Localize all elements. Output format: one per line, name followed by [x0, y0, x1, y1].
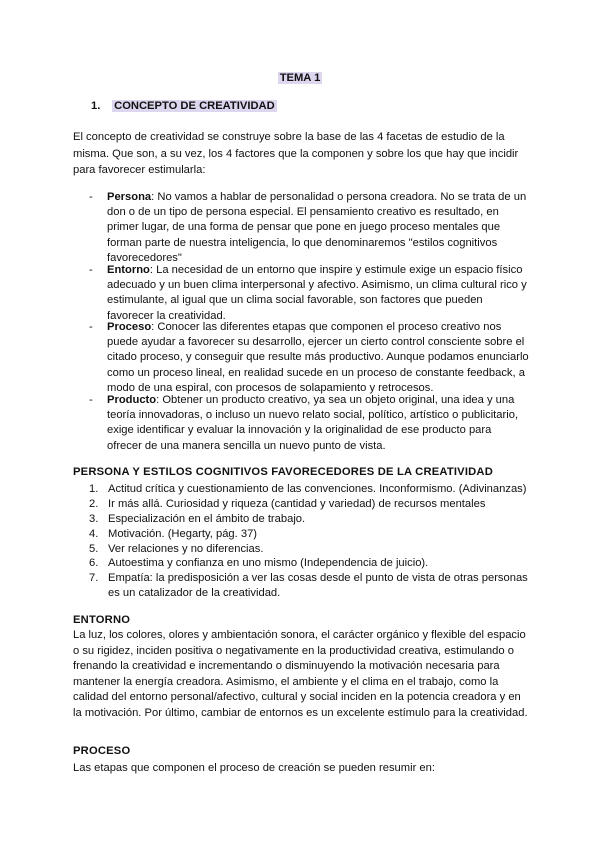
- persona-list-item: [89, 497, 534, 512]
- bullet-text: : Obtener un producto creativo, ya sea un objeto original, una idea y una teoría innovadoras, o incluso un nuevo relato social, político, artístico o publicitario, exige identificar y evaluar la innovación y la originalidad de ese producto para ofrecer de una manera sencilla un nuevo punto de vista.: [107, 394, 519, 452]
- intro-paragraph: El concepto de creatividad se construye sobre la base de las 4 facetas de estudio de la misma. Que son, a su vez, los 4 factores que la componen y sobre los que hay que incidir para favorecer estimularla:: [73, 131, 519, 176]
- page-title-text: TEMA 1: [279, 72, 321, 84]
- persona-list-item: [89, 556, 534, 571]
- list-text: Ver relaciones y no diferencias.: [108, 543, 264, 555]
- bullet-producto: [89, 393, 529, 454]
- section-number: 1.: [91, 100, 101, 112]
- list-number: 2.: [89, 498, 99, 510]
- bullet-text: : Conocer las diferentes etapas que componen el proceso creativo nos puede ayudar a favorecer su desarrollo, ejercer un cierto control consciente sobre el citado proceso, y conseguir que resulte más productivo. Aunque podamos enunciarlo como un proceso lineal, en realidad sucede en un proceso de constante feedback, a modo de una espiral, con procesos de solapamiento y retrocesos.: [107, 321, 529, 394]
- list-text: Empatía: la predisposición a ver las cosas desde el punto de vista de otras personas es un catalizador de la creatividad.: [108, 572, 528, 599]
- list-text: Motivación. (Hegarty, pág. 37): [108, 528, 258, 540]
- bullet-dash: -: [89, 394, 93, 406]
- bullet-term: Proceso: [107, 321, 152, 333]
- bullet-dash: -: [89, 264, 93, 276]
- persona-list-item: [89, 512, 534, 527]
- entorno-paragraph: La luz, los colores, olores y ambientación sonora, el carácter orgánico y flexible del espacio o su rigidez, inciden positiva o negativamente en la productividad creativa, estimulando o frenando la creatividad e incrementando o disminuyendo la motivación necesaria para mantener la energía creadora. Asimismo, el ambiente y el clima en el trabajo, como la calidad del entorno personal/afectivo, cultural y social inciden en la potencia creadora y en la motivación. Por último, cambiar de entornos es un excelente estímulo para la creatividad.: [73, 629, 528, 719]
- bullet-dash: -: [89, 191, 93, 203]
- bullet-entorno: [89, 263, 529, 324]
- persona-list-item: [89, 571, 534, 601]
- page-title: [0, 72, 600, 84]
- entorno-section-heading: ENTORNO: [73, 614, 131, 626]
- bullet-text: : La necesidad de un entorno que inspire y estimule exige un espacio físico adecuado y un buen clima interpersonal y afectivo. Asimismo, un clima cultural rico y estimulante, al igual que un clima social favorable, son factores que pueden favorecer la creatividad.: [107, 264, 527, 322]
- list-number: 1.: [89, 483, 99, 495]
- persona-list-item: [89, 542, 534, 557]
- persona-section-heading: PERSONA Y ESTILOS COGNITIVOS FAVORECEDORES DE LA CREATIVIDAD: [73, 466, 493, 478]
- persona-list-item: [89, 482, 534, 497]
- list-number: 4.: [89, 528, 99, 540]
- bullet-term: Persona: [107, 191, 152, 203]
- list-text: Ir más allá. Curiosidad y riqueza (cantidad y variedad) de recursos mentales: [108, 498, 486, 510]
- bullet-proceso: [89, 320, 529, 396]
- section-heading-text: CONCEPTO DE CREATIVIDAD: [114, 100, 275, 112]
- list-number: 5.: [89, 543, 99, 555]
- section-heading: [91, 100, 277, 112]
- proceso-section-heading: PROCESO: [73, 745, 131, 757]
- persona-list-item: [89, 527, 534, 542]
- bullet-persona: [89, 190, 529, 266]
- bullet-term: Entorno: [107, 264, 150, 276]
- proceso-paragraph: Las etapas que componen el proceso de creación se pueden resumir en:: [73, 762, 435, 774]
- list-text: Especialización en el ámbito de trabajo.: [108, 513, 306, 525]
- list-text: Actitud crítica y cuestionamiento de las convenciones. Inconformismo. (Adivinanzas): [108, 483, 527, 495]
- bullet-term: Producto: [107, 394, 157, 406]
- list-number: 7.: [89, 572, 99, 584]
- bullet-dash: -: [89, 321, 93, 333]
- list-number: 6.: [89, 557, 99, 569]
- bullet-text: : No vamos a hablar de personalidad o persona creadora. No se trata de un don o de un tipo de persona especial. El pensamiento creativo es resultado, en primer lugar, de una forma de pensar que pone en juego proceso mentales que forman parte de nuestra inteligencia, lo que denominaremos "estilos cognitivos favorecedores": [107, 191, 527, 264]
- list-number: 3.: [89, 513, 99, 525]
- list-text: Autoestima y confianza en uno mismo (Independencia de juicio).: [108, 557, 429, 569]
